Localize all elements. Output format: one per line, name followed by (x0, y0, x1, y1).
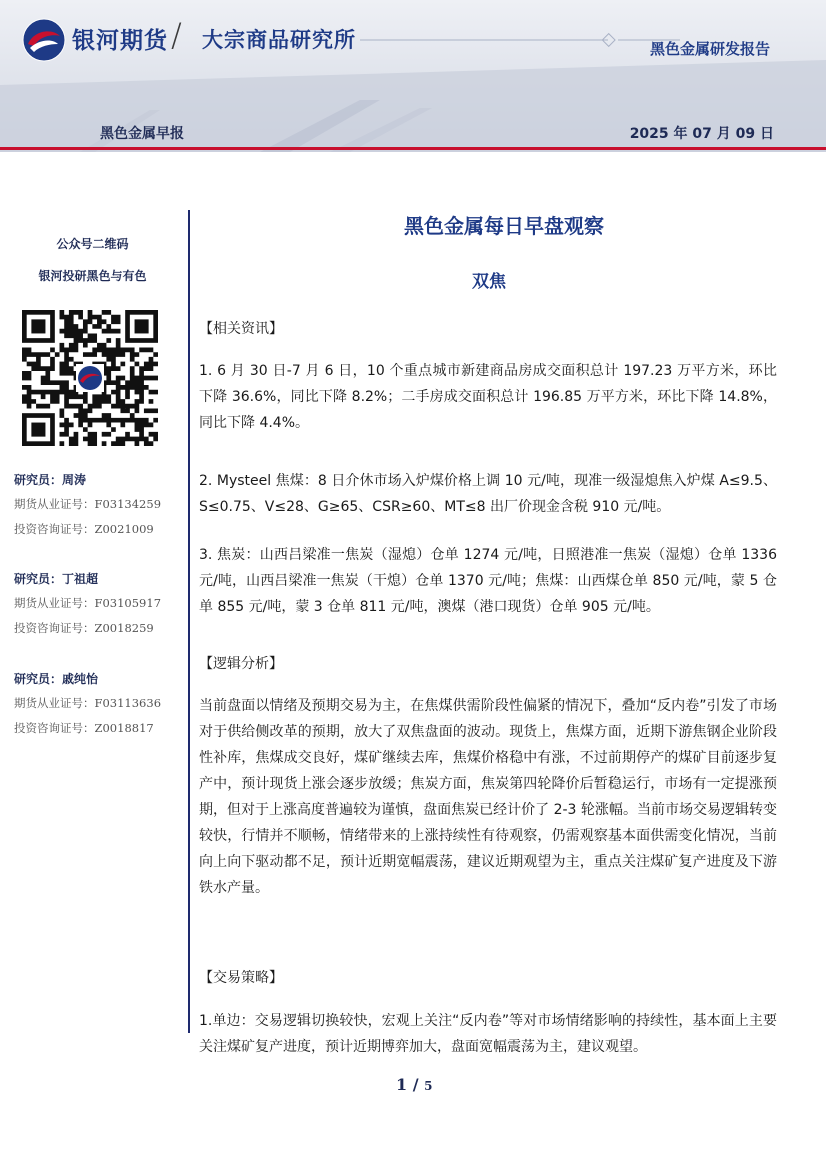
galaxy-logo-icon (22, 18, 66, 62)
report-type: 黑色金属研发报告 (649, 40, 770, 58)
section-heading-news: 【相关资讯】 (199, 321, 283, 337)
header-accent-line (0, 147, 826, 150)
analysis-paragraph: 当前盘面以情绪及预期交易为主，在焦煤供需阶段性偏紧的情况下，叠加“反内卷”引发了市场对于供给侧改革的预期，放大了双焦盘面的波动。现货上，焦煤方面，近期下游焦钢企业阶段性补库，焦煤成交良好，煤矿继续去库，焦煤价格稳中有涨，不过前期停产的煤矿目前逐步复产中，预计现货上涨会逐步放缓；焦炭方面，焦炭第四轮降价后暂稳运行，市场有一定提涨预期，但对于上涨高度普遍较为谨慎，盘面焦炭已经计价了 2-3 轮涨幅。当前市场交易逻辑转变较快，行情并不顺畅，情绪带来的上涨持续性有待观察，仍需观察基本面供需变化情况，当前向上向下驱动都不足，预计近期宽幅震荡，建议近期观望为主，重点关注煤矿复产进度及下游铁水产量。 (199, 698, 777, 896)
qr-title: 公众号二维码 (56, 237, 129, 251)
brand-separator: / (171, 16, 182, 54)
page-subtitle: 双焦 (472, 272, 506, 292)
analyst-card (14, 567, 189, 641)
page-number (396, 1075, 432, 1094)
analyst-name: 研究员：丁祖超 (14, 572, 99, 586)
report-name: 黑色金属早报 (100, 126, 184, 142)
analyst-card (14, 667, 189, 741)
page-current: 1 (396, 1075, 408, 1094)
brand-name: 银河期货 (72, 28, 168, 54)
section-heading-analysis: 【逻辑分析】 (199, 656, 283, 672)
consult-cert: 投资咨询证号：Z0018259 (14, 621, 154, 635)
analyst-card (14, 468, 189, 542)
section-heading-strategy: 【交易策略】 (199, 970, 283, 986)
qr-code-icon (22, 310, 158, 446)
report-date: 2025 年 07 月 09 日 (629, 126, 774, 142)
page-total: 5 (424, 1079, 433, 1093)
futures-cert: 期货从业证号：F03134259 (14, 497, 162, 511)
news-item: 3. 焦炭：山西吕梁准一焦炭（湿熄）仓单 1274 元/吨，日照港准一焦炭（湿熄）仓单 1336 元/吨，山西吕梁准一焦炭（干熄）仓单 1370 元/吨；焦煤：山西煤仓单 850 元/吨，蒙 5 仓单 855 元/吨，蒙 3 仓单 811 元/吨，澳煤（港口现货）仓单 905 元/吨。 (199, 547, 777, 615)
analyst-name: 研究员：周涛 (14, 473, 87, 487)
consult-cert: 投资咨询证号：Z0021009 (14, 522, 154, 536)
futures-cert: 期货从业证号：F03113636 (14, 696, 162, 710)
strategy-item: 1.单边：交易逻辑切换较快，宏观上关注“反内卷”等对市场情绪影响的持续性，基本面上主要关注煤矿复产进度，预计近期博弈加大，盘面宽幅震荡为主，建议观望。 (199, 1013, 777, 1055)
analyst-name: 研究员：戚纯怡 (14, 672, 99, 686)
institute-name: 大宗商品研究所 (202, 28, 356, 52)
qr-subtitle: 银河投研黑色与有色 (38, 269, 147, 283)
futures-cert: 期货从业证号：F03105917 (14, 596, 162, 610)
report-header (0, 0, 826, 152)
consult-cert: 投资咨询证号：Z0018817 (14, 721, 154, 735)
page-title: 黑色金属每日早盘观察 (404, 214, 604, 238)
news-item: 2. Mysteel 焦煤：8 日介休市场入炉煤价格上调 10 元/吨，现准一级湿熄焦入炉煤 A≤9.5、S≤0.75、V≤28、G≥65、CSR≥60、MT≤8 出厂价现金含税 910 元/吨。 (199, 473, 777, 515)
news-item: 1. 6 月 30 日-7 月 6 日，10 个重点城市新建商品房成交面积总计 197.23 万平方米，环比下降 36.6%，同比下降 8.2%；二手房成交面积总计 196.85 万平方米，环比下降 14.8%，同比下降 4.4%。 (199, 363, 777, 431)
page-separator: / (407, 1075, 425, 1094)
column-divider (188, 210, 190, 1033)
